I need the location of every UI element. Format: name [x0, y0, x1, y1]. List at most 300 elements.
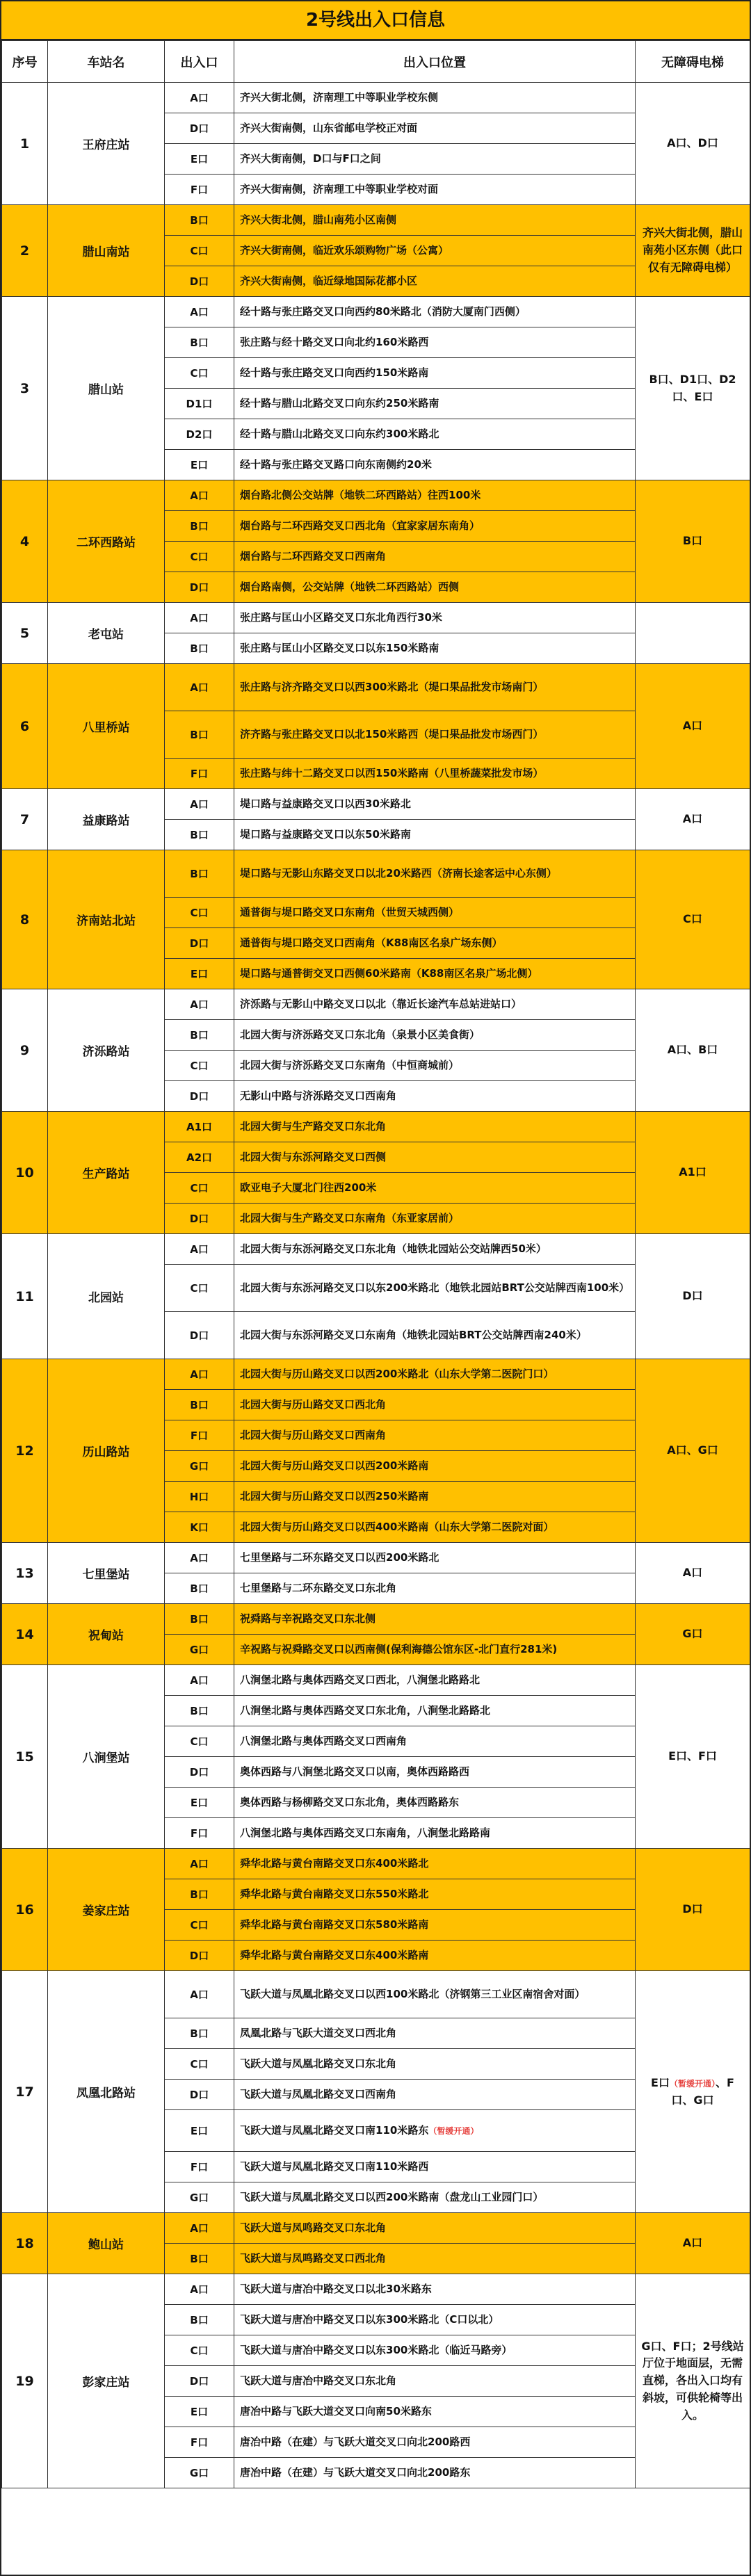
exit-location — [234, 1390, 636, 1420]
station-number: 7 — [2, 789, 48, 850]
exit-id: E口 — [165, 2110, 234, 2152]
exit-id: F口 — [165, 1818, 234, 1849]
exit-id: D口 — [165, 1312, 234, 1359]
exit-location — [234, 1818, 636, 1849]
exit-location-text: 北园大街与济泺路交叉口东北角（泉景小区美食街） — [240, 1028, 481, 1041]
exit-id: D口 — [165, 113, 234, 144]
exit-location — [234, 1020, 636, 1051]
exit-location-text: 奥体西路与杨柳路交叉口东北角，奥体西路路东 — [240, 1795, 460, 1808]
exit-id: B口 — [165, 1604, 234, 1635]
station-number: 9 — [2, 989, 48, 1112]
exit-id: B口 — [165, 633, 234, 664]
station-number: 19 — [2, 2274, 48, 2488]
station-number: 15 — [2, 1665, 48, 1849]
exit-location — [234, 759, 636, 789]
exit-id: B口 — [165, 205, 234, 236]
exit-id: F口 — [165, 759, 234, 789]
exit-location — [234, 1604, 636, 1635]
station-name: 生产路站 — [48, 1112, 165, 1234]
exit-location-text: 北园大街与东泺河路交叉口西侧 — [240, 1150, 387, 1163]
station-number: 8 — [2, 850, 48, 989]
exit-location-text: 张庄路与匡山小区路交叉口以东150米路南 — [240, 641, 439, 654]
exit-location — [234, 175, 636, 205]
station-number: 4 — [2, 480, 48, 603]
station-name: 八里桥站 — [48, 664, 165, 789]
exit-location — [234, 1451, 636, 1482]
exit-location-text: 齐兴大街北侧，腊山南苑小区南侧 — [240, 213, 397, 226]
exit-location — [234, 1482, 636, 1512]
exit-id: A口 — [165, 1543, 234, 1573]
exit-id: E口 — [165, 450, 234, 480]
station-number: 5 — [2, 603, 48, 664]
exit-location — [234, 542, 636, 572]
exit-id: D1口 — [165, 389, 234, 419]
station-number: 16 — [2, 1849, 48, 1971]
exit-location-text: 烟台路与二环西路交叉口西北角（宜家家居东南角） — [240, 519, 481, 532]
table-row — [2, 1849, 750, 1879]
exit-id: B口 — [165, 1020, 234, 1051]
exit-location — [234, 1941, 636, 1971]
exit-location — [234, 1726, 636, 1757]
exit-id: F口 — [165, 2152, 234, 2182]
exit-location — [234, 1971, 636, 2018]
exit-location-text: 飞跃大道与凤鸣路交叉口东北角 — [240, 2221, 387, 2234]
accessible-elevator: A口、G口 — [636, 1359, 750, 1543]
exit-location-text: 堤口路与无影山东路交叉口以北20米路西（济南长途客运中心东侧） — [240, 866, 557, 880]
exit-location — [234, 1696, 636, 1726]
exit-id: A口 — [165, 2274, 234, 2305]
exit-location — [234, 450, 636, 480]
exit-location-text: 七里堡路与二环东路交叉口以西200米路北 — [240, 1550, 439, 1564]
exit-location-text: 经十路与腊山北路交叉口向东约300米路北 — [240, 427, 439, 440]
exit-id: E口 — [165, 144, 234, 175]
exit-location — [234, 1173, 636, 1204]
header-station: 车站名 — [48, 41, 165, 83]
station-number: 17 — [2, 1971, 48, 2213]
accessible-elevator: A口 — [636, 2213, 750, 2274]
exit-location — [234, 603, 636, 633]
exit-id: A2口 — [165, 1142, 234, 1173]
exit-location-text: 舜华北路与黄台南路交叉口东400米路南 — [240, 1948, 429, 1961]
accessible-status-note: （暂缓开通） — [669, 2078, 716, 2089]
exit-location — [234, 959, 636, 989]
accessible-elevator: G口 — [636, 1604, 750, 1665]
station-name: 祝甸站 — [48, 1604, 165, 1665]
exit-location — [234, 1051, 636, 1081]
exit-location-text: 北园大街与历山路交叉口西南角 — [240, 1428, 387, 1441]
exit-location-text: 辛祝路与祝舜路交叉口以西南侧(保利海德公馆东区-北门直行281米) — [240, 1642, 558, 1655]
table-row — [2, 297, 750, 327]
exit-location — [234, 113, 636, 144]
exit-id: F口 — [165, 175, 234, 205]
exit-location — [234, 1573, 636, 1604]
exit-id: D2口 — [165, 419, 234, 450]
exit-location — [234, 664, 636, 711]
exit-location-text: 唐冶中路（在建）与飞跃大道交叉口向北200路东 — [240, 2465, 471, 2479]
accessible-elevator: E口、F口 — [636, 1665, 750, 1849]
exit-location — [234, 2018, 636, 2049]
exit-location-text: 齐兴大街南侧，临近欢乐颂购物广场（公寓） — [240, 243, 449, 257]
exit-location-text: 八涧堡北路与奥体西路交叉口西北，八涧堡北路路北 — [240, 1673, 481, 1686]
exit-location-text: 飞跃大道与唐冶中路交叉口东北角 — [240, 2374, 397, 2387]
accessible-elevator: D口 — [636, 1849, 750, 1971]
exit-location — [234, 236, 636, 266]
exit-location-text: 通普街与堤口路交叉口东南角（世贸天城西侧） — [240, 905, 460, 918]
exit-location-text: 飞跃大道与凤凰北路交叉口以西100米路北（济钢第三工业区南宿舍对面） — [240, 1987, 586, 2000]
table-body — [2, 83, 750, 2488]
exit-location-text: 北园大街与东泺河路交叉口以东200米路北（地铁北园站BRT公交站牌西南100米） — [240, 1281, 630, 1294]
exit-location — [234, 480, 636, 511]
exit-id: C口 — [165, 542, 234, 572]
exit-location — [234, 2182, 636, 2213]
exit-id: B口 — [165, 327, 234, 358]
exit-location — [234, 205, 636, 236]
exit-location-text: 飞跃大道与凤凰北路交叉口南110米路东 — [240, 2123, 429, 2137]
exit-id: A1口 — [165, 1112, 234, 1142]
accessible-elevator: A口 — [636, 789, 750, 850]
exit-location-text: 济泺路与无影山中路交叉口以北（靠近长途汽车总站进站口） — [240, 997, 522, 1010]
exit-location-text: 张庄路与济齐路交叉口以西300米路北（堤口果品批发市场南门） — [240, 680, 544, 693]
exit-id: E口 — [165, 959, 234, 989]
accessible-elevator: G口、F口；2号线站厅位于地面层，无需直梯，各出入口均有斜坡，可供轮椅等出入。 — [636, 2274, 750, 2488]
table-row — [2, 205, 750, 236]
exit-location-text: 烟台路南侧，公交站牌（地铁二环西路站）西侧 — [240, 580, 460, 593]
exit-location — [234, 1420, 636, 1451]
exit-location-text: 张庄路与匡山小区路交叉口东北角西行30米 — [240, 610, 442, 624]
exit-location-text: 北园大街与历山路交叉口以西200米路南 — [240, 1459, 429, 1472]
table-row — [2, 1234, 750, 1265]
exit-status-note: （暂缓开通） — [428, 2125, 479, 2136]
station-name: 济泺路站 — [48, 989, 165, 1112]
exit-id: C口 — [165, 2335, 234, 2366]
exit-location-text: 北园大街与济泺路交叉口东南角（中恒商城前） — [240, 1058, 460, 1071]
station-name: 腊山站 — [48, 297, 165, 480]
exit-id: A口 — [165, 989, 234, 1020]
exit-id: G口 — [165, 2458, 234, 2488]
exit-id: D口 — [165, 928, 234, 959]
station-number: 12 — [2, 1359, 48, 1543]
exit-id: A口 — [165, 83, 234, 113]
exit-location — [234, 2366, 636, 2397]
station-name: 彭家庄站 — [48, 2274, 165, 2488]
station-name: 腊山南站 — [48, 205, 165, 297]
exit-id: B口 — [165, 850, 234, 898]
exit-location — [234, 419, 636, 450]
exit-id: D口 — [165, 1204, 234, 1234]
exit-location — [234, 2335, 636, 2366]
exit-id: C口 — [165, 1265, 234, 1312]
table-row — [2, 1112, 750, 1142]
exit-location-text: 飞跃大道与凤凰北路交叉口西南角 — [240, 2087, 397, 2100]
exit-location-text: 北园大街与历山路交叉口以西250米路南 — [240, 1489, 429, 1502]
station-name: 七里堡站 — [48, 1543, 165, 1604]
exit-location — [234, 2305, 636, 2335]
exit-location-text: 堤口路与益康路交叉口以东50米路南 — [240, 827, 411, 841]
exit-id: G口 — [165, 1635, 234, 1665]
exit-id: D口 — [165, 2080, 234, 2110]
exit-id: D口 — [165, 1757, 234, 1788]
accessible-elevator: A口、B口 — [636, 989, 750, 1112]
header-row — [2, 41, 750, 83]
accessible-elevator: A口 — [636, 664, 750, 789]
exit-location — [234, 2244, 636, 2274]
exit-location-text: 无影山中路与济泺路交叉口西南角 — [240, 1089, 397, 1102]
exit-location — [234, 1788, 636, 1818]
exit-location — [234, 2274, 636, 2305]
exit-id: B口 — [165, 1879, 234, 1910]
exit-id: B口 — [165, 711, 234, 759]
exit-location — [234, 1142, 636, 1173]
header-accessible: 无障碍电梯 — [636, 41, 750, 83]
station-name: 北园站 — [48, 1234, 165, 1359]
exit-location-text: 经十路与腊山北路交叉口向东约250米路南 — [240, 396, 439, 410]
exit-location-text: 舜华北路与黄台南路交叉口东400米路北 — [240, 1856, 429, 1870]
station-number: 11 — [2, 1234, 48, 1359]
exit-location-text: 唐冶中路与飞跃大道交叉口向南50米路东 — [240, 2404, 432, 2417]
exit-id: F口 — [165, 2427, 234, 2458]
station-number: 2 — [2, 205, 48, 297]
table-row — [2, 789, 750, 820]
station-name: 历山路站 — [48, 1359, 165, 1543]
exit-location — [234, 633, 636, 664]
exit-id: A口 — [165, 480, 234, 511]
exit-location — [234, 820, 636, 850]
exit-location — [234, 1879, 636, 1910]
exit-id: C口 — [165, 1173, 234, 1204]
exit-location-text: 烟台路与二环西路交叉口西南角 — [240, 549, 387, 562]
exit-location — [234, 1757, 636, 1788]
station-name: 益康路站 — [48, 789, 165, 850]
exit-location-text: 堤口路与通普街交叉口西侧60米路南（K88南区名泉广场北侧） — [240, 966, 538, 980]
table-row — [2, 989, 750, 1020]
accessible-elevator: C口 — [636, 850, 750, 989]
exit-id: E口 — [165, 2397, 234, 2427]
station-number: 14 — [2, 1604, 48, 1665]
exit-location — [234, 2397, 636, 2427]
exit-location — [234, 1543, 636, 1573]
header-exit: 出入口 — [165, 41, 234, 83]
exit-location — [234, 358, 636, 389]
exit-location — [234, 989, 636, 1020]
table-row — [2, 1665, 750, 1696]
station-name: 老屯站 — [48, 603, 165, 664]
accessible-elevator: A口、D口 — [636, 83, 750, 205]
exit-location — [234, 1234, 636, 1265]
exit-location-text: 济齐路与张庄路交叉口以北150米路西（堤口果品批发市场西门） — [240, 727, 544, 740]
exit-id: E口 — [165, 1788, 234, 1818]
exit-id: B口 — [165, 1696, 234, 1726]
exit-location — [234, 1204, 636, 1234]
table-row — [2, 83, 750, 113]
exit-id: D口 — [165, 1081, 234, 1112]
exit-location-text: 经十路与张庄路交叉路口向东南侧约20米 — [240, 457, 432, 471]
exit-location — [234, 2427, 636, 2458]
exit-location-text: 飞跃大道与凤鸣路交叉口西北角 — [240, 2251, 387, 2265]
exit-id: G口 — [165, 1451, 234, 1482]
exit-location-text: 北园大街与生产路交叉口东北角 — [240, 1119, 387, 1133]
station-name: 王府庄站 — [48, 83, 165, 205]
accessible-elevator: A1口 — [636, 1112, 750, 1234]
station-name: 八涧堡站 — [48, 1665, 165, 1849]
exit-id: A口 — [165, 1234, 234, 1265]
exit-location-text: 八涧堡北路与奥体西路交叉口东南角，八涧堡北路路南 — [240, 1826, 491, 1839]
exit-location — [234, 789, 636, 820]
exit-location — [234, 511, 636, 542]
exit-location-text: 烟台路北侧公交站牌（地铁二环西路站）往西100米 — [240, 488, 481, 501]
exit-location-text: 齐兴大街南侧，临近绿地国际花都小区 — [240, 274, 418, 287]
exit-location-text: 唐冶中路（在建）与飞跃大道交叉口向北200路西 — [240, 2435, 471, 2448]
exit-id: A口 — [165, 297, 234, 327]
exit-location — [234, 389, 636, 419]
station-name: 凤凰北路站 — [48, 1971, 165, 2213]
table-row — [2, 1971, 750, 2018]
header-no: 序号 — [2, 41, 48, 83]
exit-location-text: 北园大街与东泺河路交叉口东南角（地铁北园站BRT公交站牌西南240米） — [240, 1328, 587, 1341]
station-number: 6 — [2, 664, 48, 789]
exit-location-text: 飞跃大道与凤凰北路交叉口以西200米路南（盘龙山工业园门口） — [240, 2190, 544, 2203]
exit-location — [234, 327, 636, 358]
exit-location — [234, 1910, 636, 1941]
exit-id: B口 — [165, 2018, 234, 2049]
exit-location — [234, 266, 636, 297]
station-number: 10 — [2, 1112, 48, 1234]
table-row — [2, 2274, 750, 2305]
exit-id: G口 — [165, 2182, 234, 2213]
exit-location — [234, 1112, 636, 1142]
exit-location-text: 张庄路与经十路交叉口向北约160米路西 — [240, 335, 429, 348]
station-number: 1 — [2, 83, 48, 205]
exit-location — [234, 1312, 636, 1359]
exit-location — [234, 850, 636, 898]
station-number: 3 — [2, 297, 48, 480]
exit-id: C口 — [165, 1726, 234, 1757]
exit-table — [1, 40, 750, 2488]
exit-location — [234, 1635, 636, 1665]
exit-location — [234, 928, 636, 959]
exit-id: C口 — [165, 358, 234, 389]
table-row — [2, 480, 750, 511]
exit-id: F口 — [165, 1420, 234, 1451]
station-name: 鲍山站 — [48, 2213, 165, 2274]
accessible-elevator: A口 — [636, 1543, 750, 1604]
exit-id: B口 — [165, 1390, 234, 1420]
exit-location-text: 堤口路与益康路交叉口以西30米路北 — [240, 797, 411, 810]
exit-location-text: 凤凰北路与飞跃大道交叉口西北角 — [240, 2026, 397, 2039]
exit-location — [234, 1265, 636, 1312]
exit-location-text: 经十路与张庄路交叉口向西约80米路北（消防大厦南门西侧） — [240, 305, 526, 318]
exit-location-text: 舜华北路与黄台南路交叉口东580米路南 — [240, 1918, 429, 1931]
exit-location — [234, 2152, 636, 2182]
exit-location — [234, 144, 636, 175]
exit-location — [234, 1512, 636, 1543]
exit-location-text: 飞跃大道与唐冶中路交叉口以东300米路北（C口以北） — [240, 2312, 499, 2326]
table-row — [2, 2213, 750, 2244]
exit-id: A口 — [165, 2213, 234, 2244]
sheet-title: 2号线出入口信息 — [1, 1, 750, 40]
exit-location-text: 北园大街与历山路交叉口以西400米路南（山东大学第二医院对面） — [240, 1520, 554, 1533]
exit-location-text: 飞跃大道与唐冶中路交叉口以北30米路东 — [240, 2282, 432, 2295]
exit-location-text: 齐兴大街南侧，山东省邮电学校正对面 — [240, 121, 418, 134]
exit-id: K口 — [165, 1512, 234, 1543]
accessible-elevator: D口 — [636, 1234, 750, 1359]
exit-id: A口 — [165, 1971, 234, 2018]
exit-id: D口 — [165, 2366, 234, 2397]
table-row — [2, 603, 750, 633]
exit-location-text: 齐兴大街南侧，济南理工中等职业学校对面 — [240, 182, 439, 195]
exit-location-text: 七里堡路与二环东路交叉口东北角 — [240, 1581, 397, 1594]
accessible-elevator: 齐兴大街北侧，腊山南苑小区东侧（此口仅有无障碍电梯） — [636, 205, 750, 297]
exit-location — [234, 1849, 636, 1879]
table-row — [2, 1543, 750, 1573]
header-location: 出入口位置 — [234, 41, 636, 83]
station-name: 济南站北站 — [48, 850, 165, 989]
exit-id: C口 — [165, 236, 234, 266]
exit-id: A口 — [165, 1849, 234, 1879]
exit-location-text: 北园大街与历山路交叉口西北角 — [240, 1398, 387, 1411]
exit-location — [234, 2458, 636, 2488]
exit-location-text: 经十路与张庄路交叉口向西约150米路南 — [240, 366, 429, 379]
exit-location-text: 舜华北路与黄台南路交叉口东550米路北 — [240, 1887, 429, 1900]
exit-id: A口 — [165, 603, 234, 633]
exit-id: C口 — [165, 2049, 234, 2080]
exit-location — [234, 83, 636, 113]
exit-location-text: 北园大街与生产路交叉口东南角（东亚家居前） — [240, 1211, 460, 1224]
station-name: 二环西路站 — [48, 480, 165, 603]
exit-location — [234, 572, 636, 603]
exit-id: A口 — [165, 1359, 234, 1390]
exit-location — [234, 711, 636, 759]
accessible-elevator: E口（暂缓开通）、F口、G口 — [636, 1971, 750, 2213]
table-row — [2, 850, 750, 898]
exit-location — [234, 2110, 636, 2152]
exit-location-text: 八涧堡北路与奥体西路交叉口西南角 — [240, 1734, 407, 1747]
exit-id: B口 — [165, 511, 234, 542]
exit-location — [234, 1665, 636, 1696]
exit-location — [234, 898, 636, 928]
exit-location — [234, 1081, 636, 1112]
exit-location-text: 齐兴大街南侧，D口与F口之间 — [240, 152, 381, 165]
exit-id: A口 — [165, 1665, 234, 1696]
exit-location-text: 奥体西路与八涧堡北路交叉口以南，奥体西路路西 — [240, 1765, 470, 1778]
accessible-elevator: B口、D1口、D2口、E口 — [636, 297, 750, 480]
exit-id: A口 — [165, 789, 234, 820]
exit-id: H口 — [165, 1482, 234, 1512]
exit-location — [234, 297, 636, 327]
table-row — [2, 664, 750, 711]
exit-location-text: 祝舜路与辛祝路交叉口东北侧 — [240, 1612, 376, 1625]
station-name: 姜家庄站 — [48, 1849, 165, 1971]
exit-id: D口 — [165, 266, 234, 297]
exit-id: D口 — [165, 572, 234, 603]
station-number: 18 — [2, 2213, 48, 2274]
exit-id: B口 — [165, 2305, 234, 2335]
exit-location-text: 北园大街与历山路交叉口以西200米路北（山东大学第二医院门口） — [240, 1367, 554, 1380]
exit-location — [234, 2080, 636, 2110]
table-row — [2, 1359, 750, 1390]
exit-id: B口 — [165, 820, 234, 850]
exit-location-text: 八涧堡北路与奥体西路交叉口东北角，八涧堡北路路北 — [240, 1703, 491, 1717]
exit-id: C口 — [165, 898, 234, 928]
exit-id: D口 — [165, 1941, 234, 1971]
exit-id: C口 — [165, 1910, 234, 1941]
exit-location — [234, 2213, 636, 2244]
exit-location-text: 张庄路与纬十二路交叉口以西150米路南（八里桥蔬菜批发市场） — [240, 766, 544, 779]
accessible-elevator — [636, 603, 750, 664]
exit-location-text: 齐兴大街北侧，济南理工中等职业学校东侧 — [240, 90, 439, 104]
exit-id: C口 — [165, 1051, 234, 1081]
exit-id: B口 — [165, 2244, 234, 2274]
exit-location-text: 欧亚电子大厦北门往西200米 — [240, 1181, 377, 1194]
